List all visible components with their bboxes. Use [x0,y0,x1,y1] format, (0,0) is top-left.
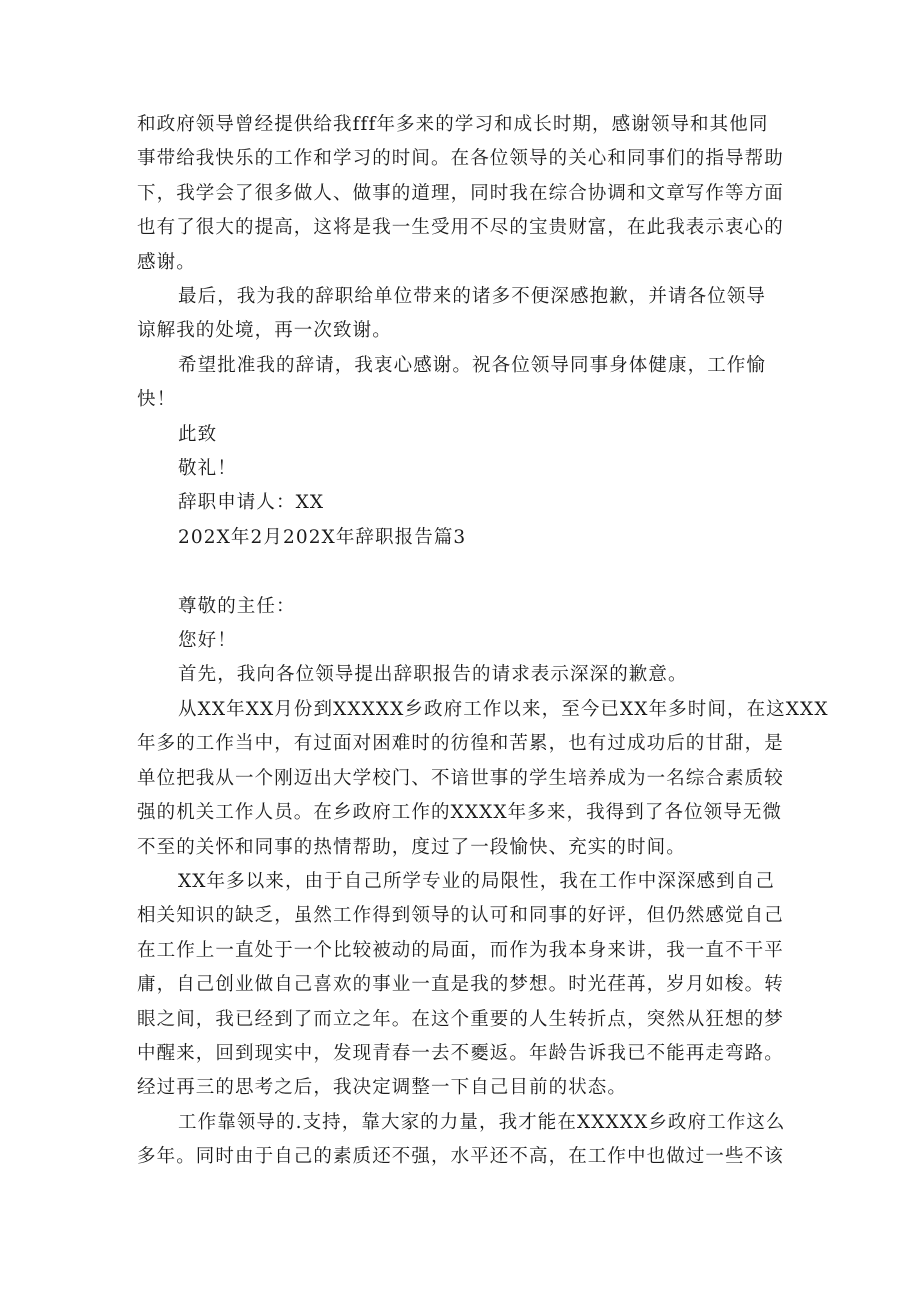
blank-line [137,555,787,589]
text-line: 最后，我为我的辞职给单位带来的诸多不便深感抱歉，并请各位领导 [178,286,767,308]
paragraph-support [137,1106,787,1175]
text-line: 快！ [137,389,177,411]
text-line: 在工作上一直处于一个比较被动的局面，而作为我本身来讲，我一直不干平 [137,939,784,961]
text-line: 谅解我的处境，再一次致谢。 [137,320,392,342]
signer-line: 辞职申请人：XX [178,492,325,514]
closing-greeting: 此致 [178,423,218,445]
text-line: 相关知识的缺乏，虽然工作得到领导的认可和同事的好评，但仍然感觉自己 [137,905,784,927]
text-line: 不至的关怀和同事的热情帮助，度过了一段愉快、充实的时间。 [137,836,686,858]
paragraph-wishes [137,349,787,418]
closing-salute: 敬礼！ [178,458,237,480]
text-line: XX年多以来，由于自己所学专业的局限性，我在工作中深深感到自己 [178,870,775,892]
text-line: 经过再三的思考之后，我决定调整一下自己目前的状态。 [137,1077,628,1099]
text-line: 感谢。 [137,251,196,273]
document-page [137,108,829,1175]
paragraph-work-history [137,693,829,865]
text-line: 下，我学会了很多做人、做事的道理，同时我在综合协调和文章写作等方面 [137,182,784,204]
text-line: 希望批准我的辞请，我衷心感谢。祝各位领导同事身体健康，工作愉 [178,354,767,376]
text-line: 和政府领导曾经提供给我fff年多来的学习和成长时期，感谢领导和其他同 [137,114,769,135]
addressee: 尊敬的主任： [178,595,296,617]
text-line: 中醒来，回到现实中，发现青春一去不夒返。年龄告诉我已不能再走弯路。 [137,1042,784,1064]
closing-block [137,418,787,521]
opening-line: 首先，我向各位领导提出辞职报告的请求表示深深的歉意。 [178,664,688,686]
section-title: 202X年2月202X年辞职报告篇3 [178,526,467,548]
letter-header [137,590,787,693]
text-line: 强的机关工作人员。在乡政府工作的XXXX年多来，我得到了各位领导无微 [137,802,783,824]
text-line: 眼之间，我已经到了而立之年。在这个重要的人生转折点，突然从狂想的梦 [137,1008,784,1030]
text-line: 也有了很大的提高，这将是我一生受用不尽的宝贵财富，在此我表示衷心的 [137,217,784,239]
salutation: 您好！ [178,630,237,652]
text-line: 单位把我从一个刚迈出大学校门、不谙世事的学生培养成为一名综合素质较 [137,767,784,789]
paragraph-reflection [137,865,787,1106]
text-line: 从XX年XX月份到XXXXX乡政府工作以来，至今已XX年多时间，在这XXX [178,698,829,720]
text-line: 多年。同时由于自己的素质还不强，水平还不高，在工作中也做过一些不该 [137,1146,784,1168]
text-line: 庸，自己创业做自己喜欢的事业一直是我的梦想。时光荏苒，岁月如梭。转 [137,974,784,996]
paragraph-gratitude [137,108,787,280]
text-line: 事带给我快乐的工作和学习的时间。在各位领导的关心和同事们的指导帮助 [137,148,784,170]
paragraph-apology [137,280,787,349]
text-line: 工作靠领导的.支持，靠大家的力量，我才能在XXXXX乡政府工作这么 [178,1111,786,1133]
text-line: 年多的工作当中，有过面对困难时的彷徨和苦累，也有过成功后的甘甜，是 [137,733,784,755]
